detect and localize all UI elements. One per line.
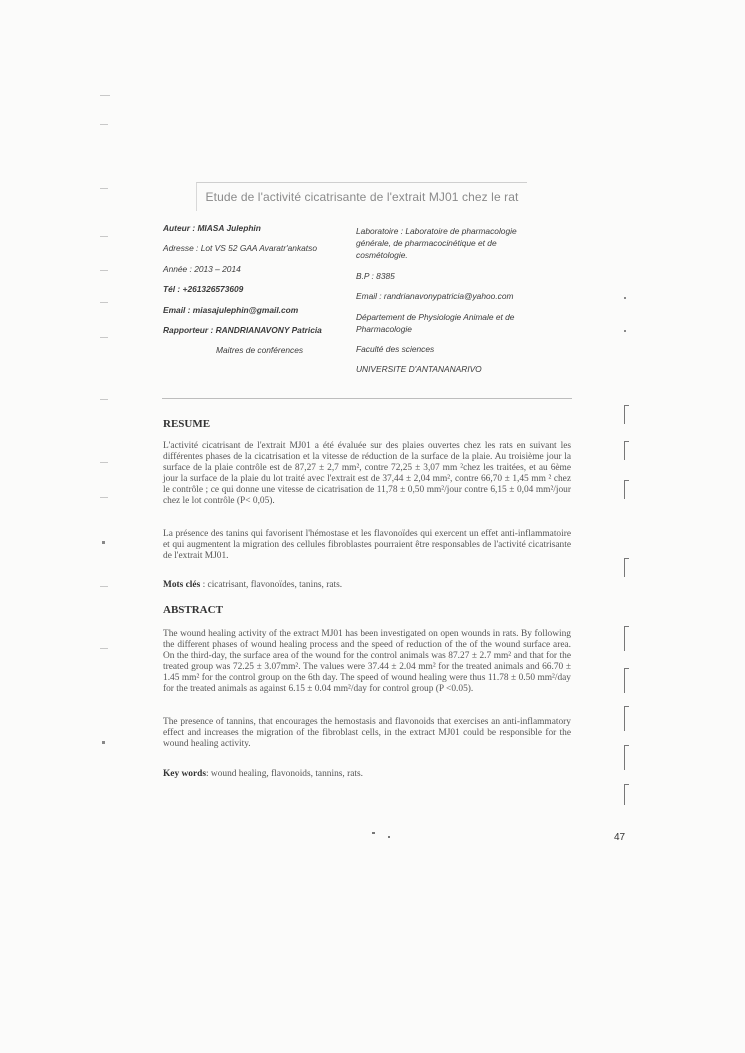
scan-mark xyxy=(624,441,629,460)
scan-mark xyxy=(100,188,108,189)
lab-label: Laboratoire : xyxy=(356,226,406,236)
scan-mark xyxy=(624,745,629,770)
scan-mark xyxy=(100,337,108,338)
rapporteur-line xyxy=(163,325,322,336)
scan-mark xyxy=(102,541,105,544)
dept-line-1: Département de Physiologie Animale et de xyxy=(356,312,515,322)
dept-line-2: Pharmacologie xyxy=(356,324,412,334)
scan-mark xyxy=(624,668,629,693)
scan-mark xyxy=(100,586,108,587)
scan-mark xyxy=(100,399,108,400)
scan-mark xyxy=(624,706,629,731)
email-value: miasajulephin@gmail.com xyxy=(192,305,299,315)
scan-mark xyxy=(624,297,626,299)
scan-mark xyxy=(100,302,108,303)
abstract-keywords-text: : wound healing, flavonoids, tannins, rats. xyxy=(205,769,363,779)
page-number: 47 xyxy=(614,832,626,843)
lab-line-2: générale, de pharmacocinétique et de xyxy=(356,238,497,248)
author-name: MIASA Julephin xyxy=(197,223,261,233)
scan-mark xyxy=(624,330,626,332)
resume-keywords xyxy=(163,580,571,590)
email-label: Email : xyxy=(163,305,193,315)
lab-name: Laboratoire de pharmacologie xyxy=(405,226,517,236)
lab-email-line: Email : randrianavonypatricia@yahoo.com xyxy=(356,291,514,301)
abstract-paragraph-1: The wound healing activity of the extract MJ01 has been investigated on open wounds in rats. By following the different phases of wound healing process and the speed of reduction of the of the wound surface area. On the third-day, the surface area of the wound for the control animals was 87.27 ± 2.7 mm² and that for the treated group was 72.25 ± 3.07mm². The values were 37.44 ± 2.04 mm² for the treated animals and 66.70 ± 1.45 mm² for the control group on the 6th day. The speed of wound healing were thus 11.78 ± 0.50 mm²/day for the treated animals as against 6.15 ± 0.04 mm²/day for control group (P <0.05). xyxy=(163,629,571,695)
phone-value: +261326573609 xyxy=(182,284,244,294)
email-line xyxy=(163,305,298,316)
resume-paragraph-2: La présence des tanins qui favorisent l'hémostase et les flavonoïdes qui exercent un effet anti-inflammatoire et qui augmentent la migration des cellules fibroblastes pourraient être responsables de l'activité cicatrisante de l'extrait MJ01. xyxy=(163,529,571,562)
scan-mark xyxy=(100,124,108,125)
scan-mark xyxy=(100,462,108,463)
resume-heading: RESUME xyxy=(163,418,211,430)
address-line: Adresse : Lot VS 52 GAA Avaratr'ankatso xyxy=(163,243,317,253)
abstract-heading: ABSTRACT xyxy=(163,604,223,616)
rank-line: Maitres de conférences xyxy=(216,345,304,355)
scan-mark xyxy=(624,480,629,499)
scan-mark xyxy=(624,558,629,577)
scan-mark xyxy=(388,836,390,838)
abstract-paragraph-2: The presence of tannins, that encourages the hemostasis and flavonoids that exercises an anti-inflammatory effect and increases the migration of the fibroblast cells, in the extract MJ01 could be responsible for the wound healing activity. xyxy=(163,717,571,750)
scan-mark xyxy=(100,95,110,96)
lab-line-3: cosmétologie. xyxy=(356,250,408,260)
scan-mark xyxy=(100,270,108,271)
section-divider xyxy=(162,398,572,399)
scan-mark xyxy=(624,784,629,805)
lab-line xyxy=(356,226,517,237)
paper-title: Etude de l'activité cicatrisante de l'extrait MJ01 chez le rat xyxy=(196,182,527,211)
rapporteur-name: RANDRIANAVONY Patricia xyxy=(215,325,322,335)
rapporteur-label: Rapporteur : xyxy=(163,325,216,335)
phone-label: Tél : xyxy=(163,284,183,294)
phone-line xyxy=(163,284,243,295)
abstract-keywords xyxy=(163,769,571,779)
resume-paragraph-1: L'activité cicatrisant de l'extrait MJ01 a été évaluée sur des plaies ouvertes chez les rats en suivant les différentes phases de la cicatrisation et la vitesse de réduction de la surface de la plaie. Au troisième jour la surface de la plaie contrôle est de 87,27 ± 2,7 mm², contre 72,25 ± 3,07 mm ²chez les traitées, et au 6ème jour la surface de la plaie du lot traité avec l'extrait est de 37,44 ± 2,04 mm², contre 66,70 ± 1,45 mm ² chez le contrôle ; ce qui donne une vitesse de cicatrisation de 11,78 ± 0,50 mm²/jour contre 6,15 ± 0,04 mm²/jour chez le lot contrôle (P< 0,05). xyxy=(163,441,571,507)
scan-mark xyxy=(624,405,629,424)
resume-keywords-label: Mots clés xyxy=(163,580,201,590)
resume-keywords-text: : cicatrisant, flavonoïdes, tanins, rats. xyxy=(200,580,343,590)
scan-mark xyxy=(102,741,105,744)
author-line xyxy=(163,223,261,234)
scan-mark xyxy=(100,648,108,649)
abstract-keywords-label: Key words xyxy=(163,769,206,779)
scan-mark xyxy=(624,626,629,651)
year-line: Année : 2013 – 2014 xyxy=(163,264,241,274)
faculty-line: Faculté des sciences xyxy=(356,344,435,354)
university-line: UNIVERSITE D'ANTANANARIVO xyxy=(356,364,482,374)
bp-line: B.P : 8385 xyxy=(356,271,395,281)
author-label: Auteur : xyxy=(163,223,198,233)
scan-mark xyxy=(372,832,375,834)
scan-mark xyxy=(100,497,108,498)
scan-mark xyxy=(100,236,108,237)
